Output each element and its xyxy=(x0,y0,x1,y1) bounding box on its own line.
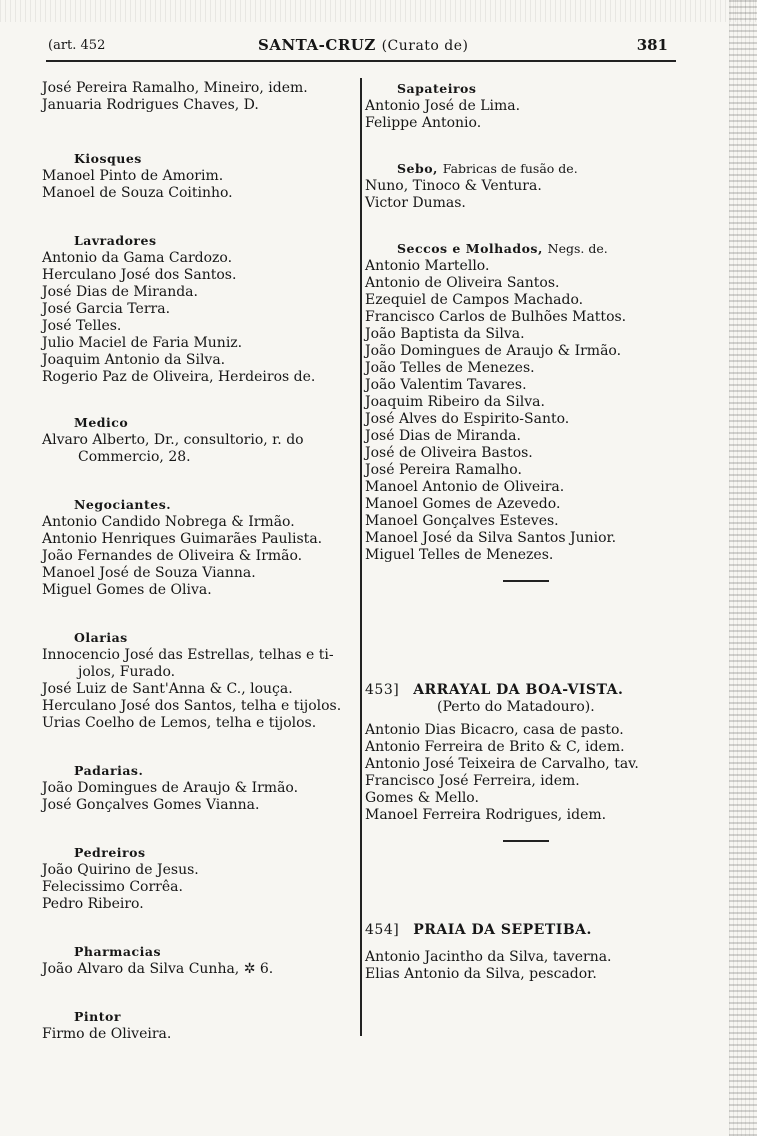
list-item: João Domingues de Araujo & Irmão. xyxy=(365,343,622,359)
section-medico xyxy=(42,414,357,466)
list-item: João Alvaro da Silva Cunha, ✲ 6. xyxy=(42,961,274,977)
section-heading: Pintor xyxy=(74,1009,121,1024)
list-item: Francisco José Ferreira, idem. xyxy=(365,773,580,789)
section-negociantes xyxy=(42,496,357,599)
list-item: Manoel Gonçalves Esteves. xyxy=(365,513,559,529)
section-padarias xyxy=(42,762,357,814)
list-item: João Telles de Menezes. xyxy=(365,360,535,376)
page-number: 381 xyxy=(636,36,668,54)
list-item: Felecissimo Corrêa. xyxy=(42,879,183,895)
list-item: José de Oliveira Bastos. xyxy=(365,445,533,461)
list-item: Antonio Ferreira de Brito & C, idem. xyxy=(365,739,625,755)
list-item: Antonio Henriques Guimarães Paulista. xyxy=(42,531,323,547)
section-praia-sepetiba xyxy=(365,922,695,983)
list-item: Innocencio José das Estrellas, telhas e ti- xyxy=(42,647,334,663)
section-sebo xyxy=(365,160,695,212)
section-heading: Medico xyxy=(74,415,129,430)
list-item: José Pereira Ramalho. xyxy=(365,462,522,478)
list-item: Manoel Ferreira Rodrigues, idem. xyxy=(365,807,607,823)
list-item: Firmo de Oliveira. xyxy=(42,1026,172,1042)
list-item: Elias Antonio da Silva, pescador. xyxy=(365,966,597,982)
section-heading: Padarias. xyxy=(74,763,144,778)
list-item: Antonio José de Lima. xyxy=(365,98,521,114)
section-kiosques xyxy=(42,150,357,202)
list-item: Pedro Ribeiro. xyxy=(42,896,144,912)
list-item: Gomes & Mello. xyxy=(365,790,479,806)
list-item: Manoel José de Souza Vianna. xyxy=(42,565,256,581)
list-item: João Fernandes de Oliveira & Irmão. xyxy=(42,548,303,564)
section-seccos-molhados xyxy=(365,240,695,582)
list-item: Miguel Telles de Menezes. xyxy=(365,547,554,563)
section-arrayal-boa-vista xyxy=(365,682,695,842)
scan-noise-top xyxy=(0,0,757,22)
page-title: SANTA-CRUZ (Curato de) xyxy=(258,36,469,54)
list-item: José Garcia Terra. xyxy=(42,301,171,317)
section-heading: Sebo, Fabricas de fusão de. xyxy=(397,161,578,176)
list-item: Antonio de Oliveira Santos. xyxy=(365,275,560,291)
list-item: Antonio da Gama Cardozo. xyxy=(42,250,233,266)
section-heading: Olarias xyxy=(74,630,128,645)
list-item: João Quirino de Jesus. xyxy=(42,862,199,878)
list-item: José Gonçalves Gomes Vianna. xyxy=(42,797,260,813)
list-item: José Luiz de Sant'Anna & C., louça. xyxy=(42,681,293,697)
list-item: João Baptista da Silva. xyxy=(365,326,525,342)
list-item: José Dias de Miranda. xyxy=(365,428,521,444)
section-heading: Pharmacias xyxy=(74,944,161,959)
right-column xyxy=(365,80,695,983)
list-item: Julio Maciel de Faria Muniz. xyxy=(42,335,243,351)
section-heading: Seccos e Molhados, Negs. de. xyxy=(397,241,608,256)
section-olarias xyxy=(42,629,357,732)
list-item: Manoel José da Silva Santos Junior. xyxy=(365,530,617,546)
list-item: Joaquim Ribeiro da Silva. xyxy=(365,394,545,410)
locality-heading: 453] ARRAYAL DA BOA-VISTA. xyxy=(365,682,624,698)
section-heading: Sapateiros xyxy=(397,81,477,96)
list-item: Victor Dumas. xyxy=(365,195,466,211)
section-heading: Kiosques xyxy=(74,151,142,166)
list-item: Januaria Rodrigues Chaves, D. xyxy=(42,97,259,113)
list-item: Antonio Martello. xyxy=(365,258,490,274)
list-item: Herculano José dos Santos, telha e tijolos. xyxy=(42,698,342,714)
list-item: Manoel de Souza Coitinho. xyxy=(42,185,233,201)
list-item: Herculano José dos Santos. xyxy=(42,267,237,283)
list-item: Manoel Antonio de Oliveira. xyxy=(365,479,565,495)
header-rule xyxy=(46,60,676,62)
list-item-continuation: jolos, Furado. xyxy=(78,664,176,680)
list-item: José Alves do Espirito-Santo. xyxy=(365,411,570,427)
locality-heading: 454] PRAIA DA SEPETIBA. xyxy=(365,922,592,938)
page-header xyxy=(48,34,668,58)
list-item: José Dias de Miranda. xyxy=(42,284,198,300)
locality-subtitle: (Perto do Matadouro). xyxy=(437,699,595,715)
list-item: Urias Coelho de Lemos, telha e tijolos. xyxy=(42,715,317,731)
list-item: Alvaro Alberto, Dr., consultorio, r. do xyxy=(42,432,304,448)
list-item: Nuno, Tinoco & Ventura. xyxy=(365,178,542,194)
list-item: Manoel Pinto de Amorim. xyxy=(42,168,224,184)
section-pharmacias xyxy=(42,943,357,978)
list-item: Miguel Gomes de Oliva. xyxy=(42,582,212,598)
left-column xyxy=(42,80,357,1043)
section-pintor xyxy=(42,1008,357,1043)
article-ref: (art. 452 xyxy=(48,38,106,53)
section-sapateiros xyxy=(365,80,695,132)
list-item: Ezequiel de Campos Machado. xyxy=(365,292,584,308)
list-item: Antonio José Teixeira de Carvalho, tav. xyxy=(365,756,639,772)
list-item-continuation: Commercio, 28. xyxy=(78,449,191,465)
list-item: Joaquim Antonio da Silva. xyxy=(42,352,226,368)
list-item: Rogerio Paz de Oliveira, Herdeiros de. xyxy=(42,369,316,385)
list-item: José Pereira Ramalho, Mineiro, idem. xyxy=(42,80,308,96)
column-divider xyxy=(360,78,362,1036)
list-item: João Domingues de Araujo & Irmão. xyxy=(42,780,299,796)
scan-noise-right xyxy=(729,0,757,1136)
list-item: José Telles. xyxy=(42,318,122,334)
intro-section xyxy=(42,80,357,114)
list-item: João Valentim Tavares. xyxy=(365,377,527,393)
list-item: Felippe Antonio. xyxy=(365,115,482,131)
section-heading: Lavradores xyxy=(74,233,157,248)
list-item: Antonio Candido Nobrega & Irmão. xyxy=(42,514,295,530)
list-item: Francisco Carlos de Bulhões Mattos. xyxy=(365,309,627,325)
section-heading: Negociantes. xyxy=(74,497,172,512)
list-item: Antonio Dias Bicacro, casa de pasto. xyxy=(365,722,624,738)
section-lavradores xyxy=(42,232,357,386)
section-heading: Pedreiros xyxy=(74,845,146,860)
section-pedreiros xyxy=(42,844,357,913)
list-item: Manoel Gomes de Azevedo. xyxy=(365,496,561,512)
list-item: Antonio Jacintho da Silva, taverna. xyxy=(365,949,612,965)
